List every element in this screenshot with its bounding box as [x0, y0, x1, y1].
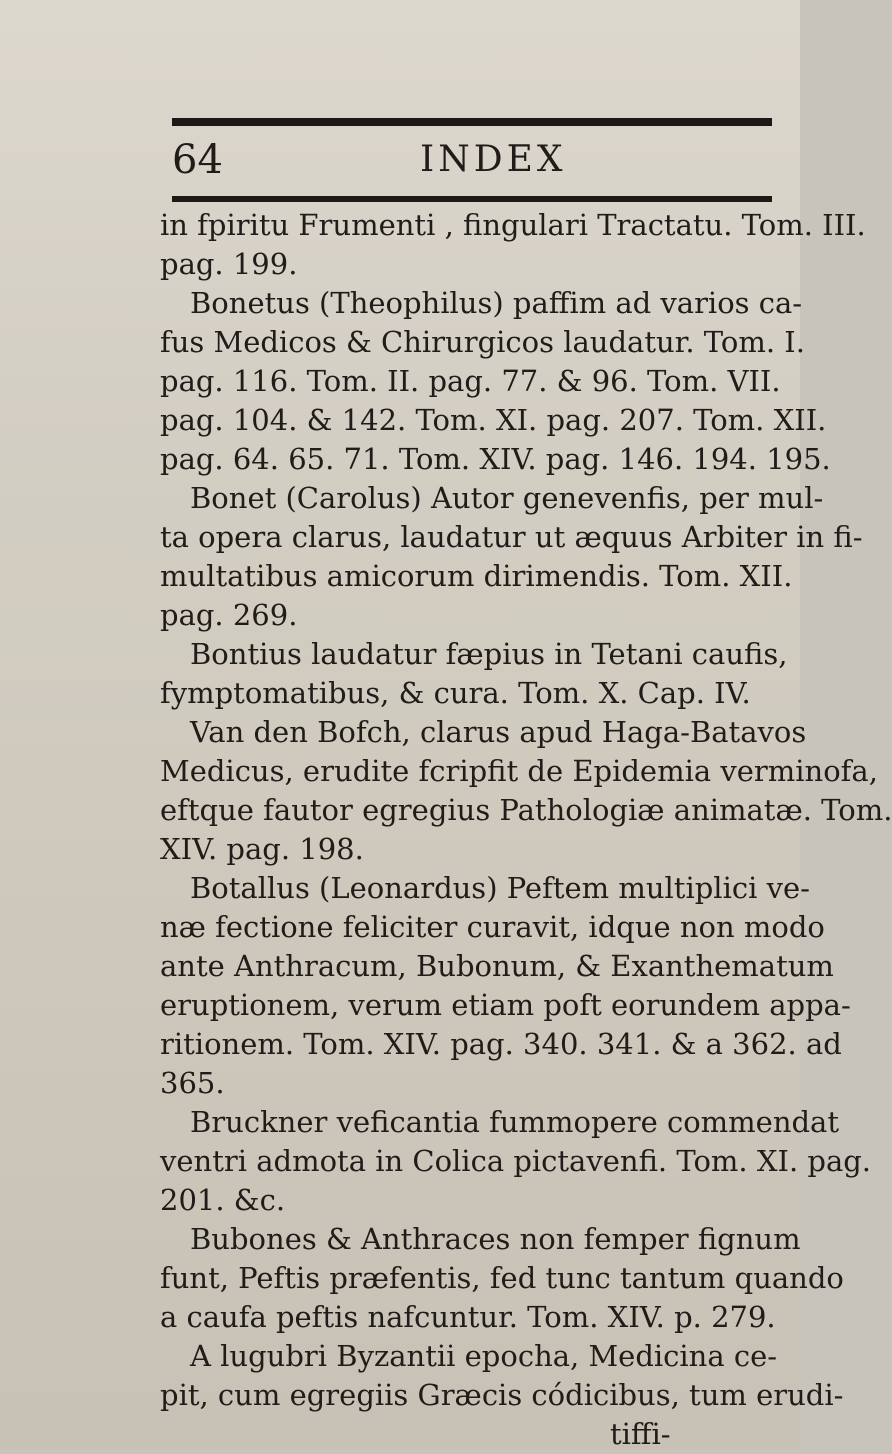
text-line: næ fectione feliciter curavit, idque non modo: [160, 910, 825, 944]
running-title: INDEX: [420, 139, 567, 180]
text-line: Medicus, erudite fcripfit de Epidemia verminofa,: [160, 754, 878, 788]
running-head: [172, 128, 772, 192]
text-line: eruptionem, verum etiam poft eorundem appa-: [160, 988, 851, 1022]
text-line: pit, cum egregiis Græcis códicibus, tum erudi-: [160, 1378, 844, 1412]
text-line: fymptomatibus, & cura. Tom. X. Cap. IV.: [160, 676, 751, 710]
index-entry-start: Bonet (Carolus) Autor genevenfis, per mul-: [190, 481, 824, 515]
text-line: ventri admota in Colica pictavenfi. Tom. XI. pag.: [160, 1144, 872, 1178]
text-line: fus Medicos & Chirurgicos laudatur. Tom. I.: [160, 325, 805, 359]
index-entry-start: Botallus (Leonardus) Peftem multiplici ve-: [190, 871, 810, 905]
text-line: ritionem. Tom. XIV. pag. 340. 341. & a 362. ad: [160, 1027, 842, 1061]
text-line: 201. &c.: [160, 1183, 286, 1217]
text-line: pag. 104. & 142. Tom. XI. pag. 207. Tom. XII.: [160, 403, 827, 437]
index-entry-start: Bontius laudatur fæpius in Tetani caufis,: [190, 637, 788, 671]
text-line: XIV. pag. 198.: [160, 832, 364, 866]
text-line: ta opera clarus, laudatur ut æquus Arbiter in fi-: [160, 520, 863, 554]
text-line: pag. 199.: [160, 247, 298, 281]
text-line: a caufa peftis nafcuntur. Tom. XIV. p. 279.: [160, 1300, 776, 1334]
index-entry-start: Bubones & Anthraces non femper fignum: [190, 1222, 801, 1256]
page-number: 64: [172, 137, 223, 183]
index-entry-start: Bruckner veficantia fummopere commendat: [190, 1105, 840, 1139]
index-entry-start: Van den Bofch, clarus apud Haga-Batavos: [190, 715, 807, 749]
text-line: in fpiritu Frumenti , fingulari Tractatu. Tom. III.: [160, 208, 866, 242]
text-line: 365.: [160, 1066, 225, 1100]
text-line: pag. 116. Tom. II. pag. 77. & 96. Tom. VII.: [160, 364, 781, 398]
text-line: eftque fautor egregius Pathologiæ animatæ. Tom.: [160, 793, 892, 827]
index-entry-start: A lugubri Byzantii epocha, Medicina ce-: [190, 1339, 778, 1373]
text-line: funt, Peftis præfentis, fed tunc tantum quando: [160, 1261, 844, 1295]
text-line: multatibus amicorum dirimendis. Tom. XII.: [160, 559, 793, 593]
text-line: ante Anthracum, Bubonum, & Exanthematum: [160, 949, 834, 983]
header-rule-top: [172, 118, 772, 126]
text-line: pag. 64. 65. 71. Tom. XIV. pag. 146. 194. 195.: [160, 442, 831, 476]
index-entry-start: Bonetus (Theophilus) paffim ad varios ca-: [190, 286, 803, 320]
header-rule-bottom: [172, 196, 772, 202]
text-line: pag. 269.: [160, 598, 298, 632]
catchword: tiffi-: [610, 1417, 671, 1451]
index-text: [160, 206, 892, 1454]
